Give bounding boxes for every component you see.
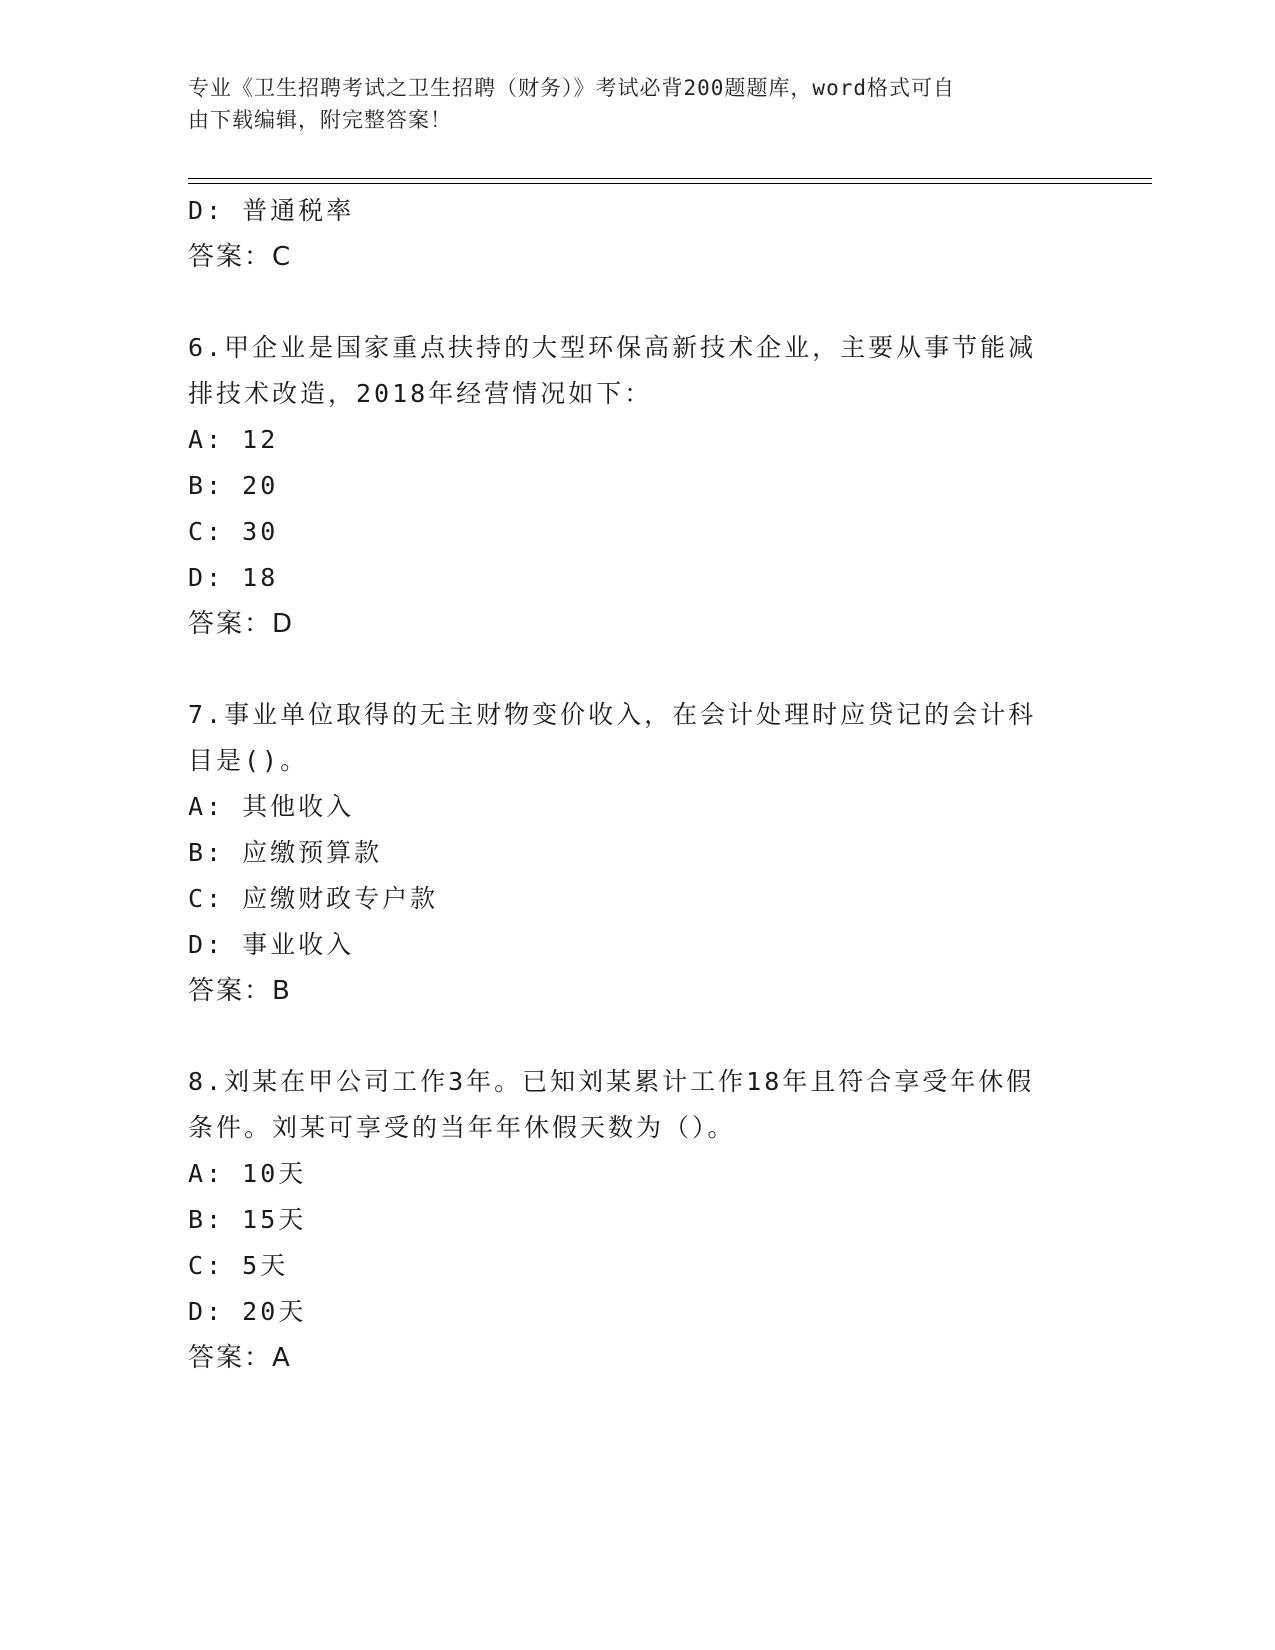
question-8 [188,1059,1088,1381]
question-6 [188,325,1088,647]
header-line-2: 由下载编辑，附完整答案！ [188,108,452,132]
spacer [188,647,1088,692]
option-d: D: 18 [188,563,279,592]
option-c: C: 5天 [188,1251,289,1280]
document-body [188,188,1088,1381]
option-b: B: 20 [188,471,279,500]
header-divider-top [188,178,1152,179]
option-a: A: 12 [188,425,279,454]
option-c: C: 应缴财政专户款 [188,884,439,913]
document-header [188,72,1068,136]
question-stem-line-1: 7.事业单位取得的无主财物变价收入，在会计处理时应贷记的会计科 [188,700,1037,729]
option-c: C: 30 [188,517,279,546]
question-stem-line-2: 目是()。 [188,746,309,775]
option-d: D: 事业收入 [188,930,355,959]
answer-line: 答案：C [188,242,293,272]
option-d: D: 20天 [188,1297,307,1326]
option-a: A: 10天 [188,1159,307,1188]
question-stem-line-1: 6.甲企业是国家重点扶持的大型环保高新技术企业，主要从事节能减 [188,333,1037,362]
answer-line: 答案：A [188,1343,292,1373]
header-divider-bottom [188,183,1152,184]
spacer [188,280,1088,325]
question-stem-line-2: 排技术改造，2018年经营情况如下： [188,379,653,408]
question-7 [188,692,1088,1014]
option-d: D: 普通税率 [188,196,355,225]
answer-line: 答案：D [188,609,295,639]
previous-question-tail [188,188,1088,280]
option-b: B: 15天 [188,1205,307,1234]
question-stem-line-2: 条件。刘某可享受的当年年休假天数为（）。 [188,1113,736,1142]
question-stem-line-1: 8.刘某在甲公司工作3年。已知刘某累计工作18年且符合享受年休假 [188,1067,1035,1096]
option-a: A: 其他收入 [188,792,355,821]
spacer [188,1014,1088,1059]
header-line-1: 专业《卫生招聘考试之卫生招聘（财务）》考试必背200题题库，word格式可自 [188,76,955,100]
option-b: B: 应缴预算款 [188,838,383,867]
answer-line: 答案：B [188,976,292,1006]
